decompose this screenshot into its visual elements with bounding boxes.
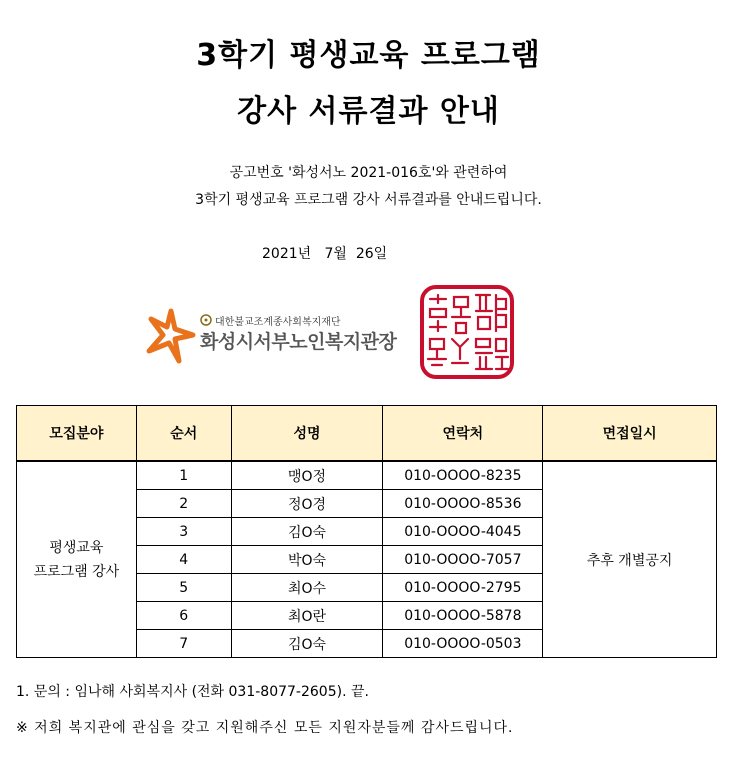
applicant-table [16,405,717,658]
order-cell: 4 [136,546,231,574]
header-field: 모집분야 [17,406,137,462]
header-interview: 면접일시 [543,406,717,462]
table-row [17,461,717,490]
intro-line-1: 공고번호 '화성서노 2021-016호'와 관련하여 [229,165,508,181]
phone-cell: 010-OOOO-0503 [383,630,543,658]
phone-cell: 010-OOOO-2795 [383,574,543,602]
page-subtitle: 강사 서류결과 안내 [237,94,500,129]
order-cell: 5 [136,574,231,602]
foundation-name: 대한불교조계종사회복지재단 [215,317,341,328]
intro-line-2: 3학기 평생교육 프로그램 강사 서류결과를 안내드립니다. [195,192,542,208]
organization-logo [145,305,405,367]
header-order: 순서 [136,406,231,462]
name-cell: 최O수 [231,574,383,602]
brand-swirl-icon [145,305,197,367]
page-title: 3학기 평생교육 프로그램 [196,38,541,73]
name-cell: 맹O정 [231,461,383,490]
organization-name: 화성시서부노인복지관장 [200,331,397,353]
phone-cell: 010-OOOO-5878 [383,602,543,630]
phone-cell: 010-OOOO-7057 [383,546,543,574]
name-cell: 김O숙 [231,630,383,658]
phone-cell: 010-OOOO-8235 [383,461,543,490]
order-cell: 1 [136,461,231,490]
order-cell: 2 [136,490,231,518]
order-cell: 7 [136,630,231,658]
name-cell: 최O란 [231,602,383,630]
phone-cell: 010-OOOO-4045 [383,518,543,546]
name-cell: 정O경 [231,490,383,518]
official-seal-icon [418,283,516,381]
header-name: 성명 [231,406,383,462]
thanks-note: ※ 저희 복지관에 관심을 갖고 지원해주신 모든 지원자분들께 감사드립니다. [16,720,514,736]
interview-cell: 추후 개별공지 [543,461,717,658]
header-contact: 연락처 [383,406,543,462]
contact-note: 1. 문의 : 임나해 사회복지사 (전화 031-8077-2605). 끝. [16,684,369,700]
name-cell: 박O숙 [231,546,383,574]
name-cell: 김O숙 [231,518,383,546]
table-header-row [17,406,717,462]
dharma-wheel-icon [200,314,212,326]
order-cell: 6 [136,602,231,630]
document-date: 2021년 7월 26일 [262,246,388,262]
intro-text [0,160,737,214]
phone-cell: 010-OOOO-8536 [383,490,543,518]
order-cell: 3 [136,518,231,546]
field-cell: 평생교육 프로그램 강사 [17,461,137,658]
